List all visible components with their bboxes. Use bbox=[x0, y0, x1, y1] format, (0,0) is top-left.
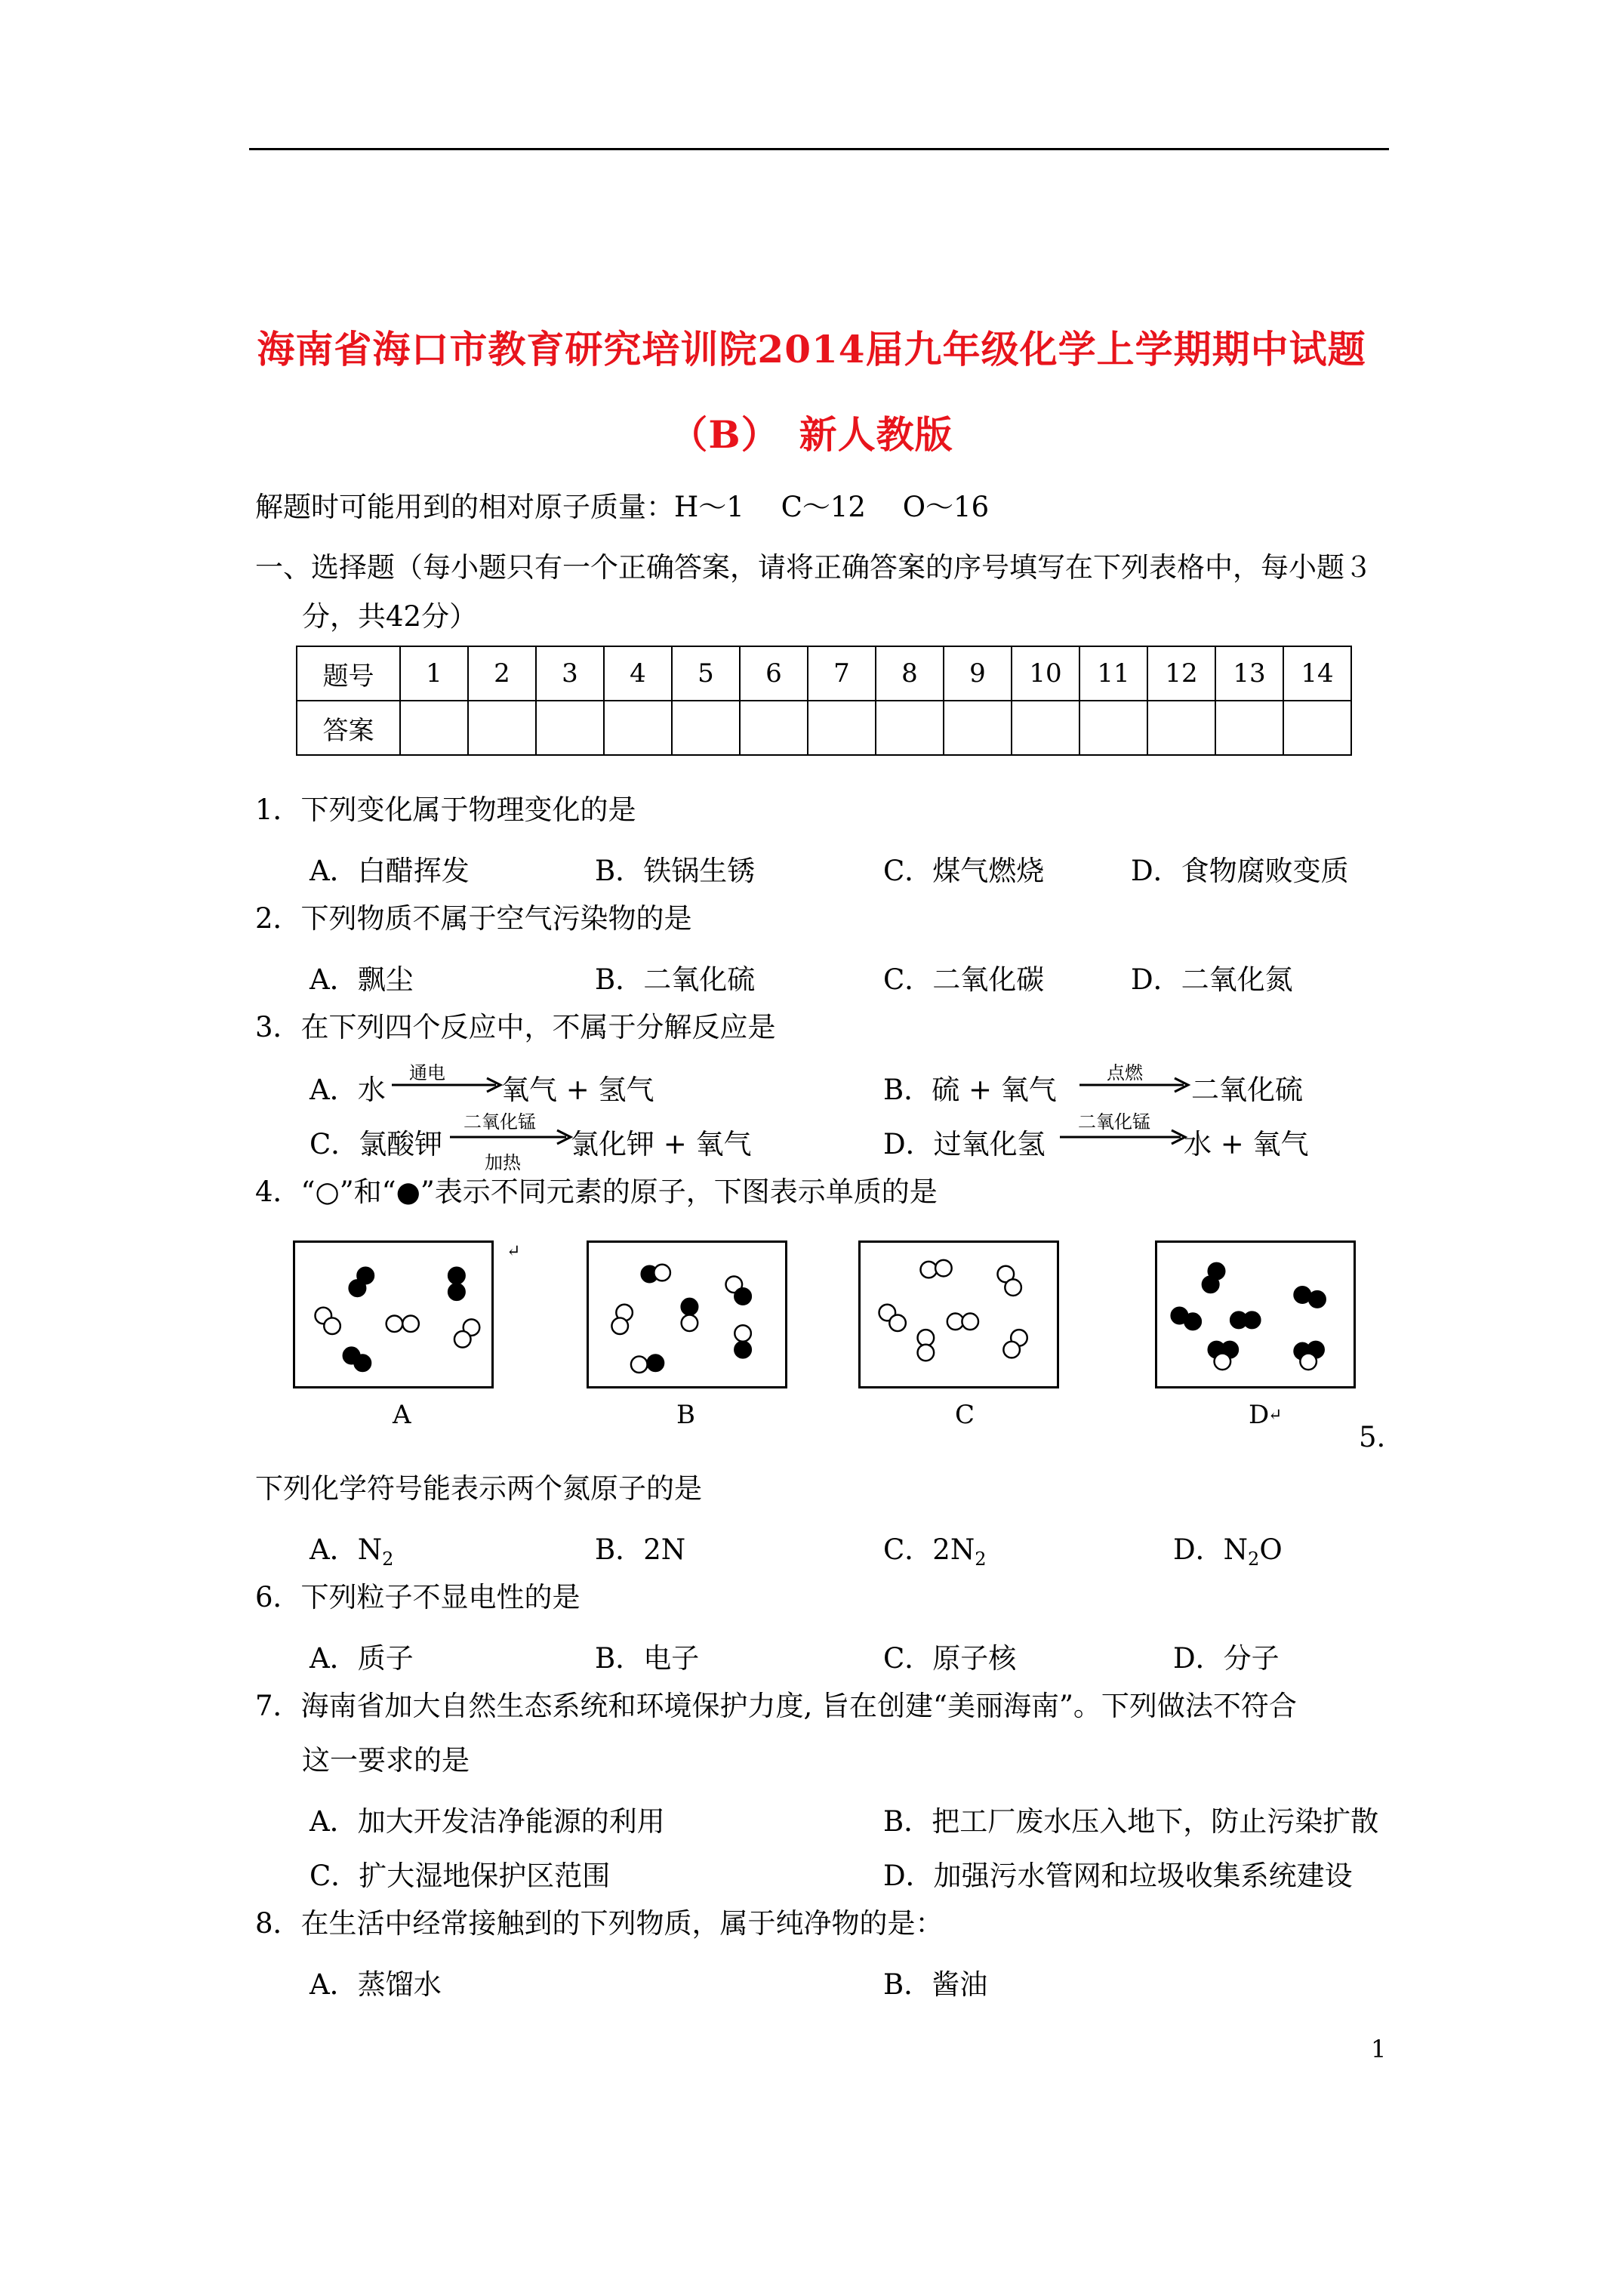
molecule-label-d: D bbox=[1249, 1400, 1270, 1430]
question-7-stem-line-1: 7．海南省加大自然生态系统和环境保护力度, 旨在创建“美丽海南”。下列做法不符合 bbox=[255, 1690, 1297, 1722]
molecule-diagram-b bbox=[587, 1240, 787, 1388]
table-number-cell: 9 bbox=[944, 646, 1012, 701]
question-7-option-c: C．扩大湿地保护区范围 bbox=[310, 1860, 611, 1892]
table-number-cell: 13 bbox=[1215, 646, 1283, 701]
question-6-option-a: A．质子 bbox=[310, 1642, 414, 1675]
question-3-option-d-product: 水 + 氧气 bbox=[1184, 1128, 1309, 1160]
question-4-stem: 4．“○”和“●”表示不同元素的原子，下图表示单质的是 bbox=[255, 1176, 938, 1208]
subscript: 2 bbox=[382, 1549, 394, 1570]
reaction-arrow-icon bbox=[390, 1076, 504, 1094]
table-number-cell: 6 bbox=[740, 646, 808, 701]
question-6-option-b: B．电子 bbox=[595, 1642, 700, 1675]
question-8-option-a: A．蒸馏水 bbox=[310, 1968, 442, 2001]
section-1-line-2: 分，共42分） bbox=[302, 600, 478, 633]
return-mark-icon: ↵ bbox=[507, 1242, 521, 1261]
answer-cell[interactable] bbox=[400, 701, 468, 755]
title-line-2: （B） 新人教版 bbox=[670, 412, 953, 457]
table-number-cell: 2 bbox=[468, 646, 536, 701]
answer-cell[interactable] bbox=[740, 701, 808, 755]
question-6-stem: 6．下列粒子不显电性的是 bbox=[255, 1581, 581, 1613]
page-number: 1 bbox=[1371, 2035, 1387, 2063]
answer-cell[interactable] bbox=[672, 701, 740, 755]
question-1-stem: 1．下列变化属于物理变化的是 bbox=[255, 794, 636, 826]
answer-cell[interactable] bbox=[808, 701, 876, 755]
question-2-option-b: B．二氧化硫 bbox=[595, 963, 756, 996]
question-7-stem-line-2: 这一要求的是 bbox=[302, 1744, 470, 1777]
answer-cell[interactable] bbox=[1012, 701, 1079, 755]
question-5-option-c-text: C．2N bbox=[883, 1533, 975, 1566]
answer-cell[interactable] bbox=[536, 701, 604, 755]
table-number-cell: 5 bbox=[672, 646, 740, 701]
question-6-option-c: C．原子核 bbox=[883, 1642, 1017, 1675]
table-number-cell: 12 bbox=[1147, 646, 1215, 701]
question-3-option-a-reactant: A．水 bbox=[310, 1074, 386, 1106]
question-3-option-c-condition-top: 二氧化锰 bbox=[463, 1111, 536, 1133]
molecule-diagram-c bbox=[858, 1240, 1059, 1388]
question-5-option-d-suffix: O bbox=[1259, 1533, 1283, 1566]
section-1-line-1: 一、选择题（每小题只有一个正确答案，请将正确答案的序号填写在下列表格中，每小题３ bbox=[255, 551, 1372, 584]
question-1-option-b: B．铁锅生锈 bbox=[595, 855, 756, 887]
question-1-option-a: A．白醋挥发 bbox=[310, 855, 470, 887]
question-3-option-b-condition: 点燃 bbox=[1107, 1062, 1143, 1083]
title-line-1: 海南省海口市教育研究培训院2014届九年级化学上学期期中试题 bbox=[257, 327, 1366, 371]
question-1-option-c: C．煤气燃烧 bbox=[883, 855, 1045, 887]
reaction-arrow-icon bbox=[448, 1128, 574, 1146]
question-2-option-a: A．飘尘 bbox=[310, 963, 414, 996]
question-7-option-b: B．把工厂废水压入地下，防止污染扩散 bbox=[883, 1805, 1379, 1838]
molecule-diagram-d bbox=[1155, 1240, 1356, 1388]
table-number-cell: 1 bbox=[400, 646, 468, 701]
reaction-arrow-icon bbox=[1058, 1128, 1188, 1146]
table-number-cell: 8 bbox=[876, 646, 944, 701]
table-number-cell: 3 bbox=[536, 646, 604, 701]
question-3-option-b-product: 二氧化硫 bbox=[1191, 1074, 1303, 1106]
question-5-option-b: B．2N bbox=[595, 1533, 686, 1566]
answer-cell[interactable] bbox=[468, 701, 536, 755]
answer-cell[interactable] bbox=[604, 701, 672, 755]
table-number-cell: 4 bbox=[604, 646, 672, 701]
question-2-stem: 2．下列物质不属于空气污染物的是 bbox=[255, 902, 692, 935]
question-5-stem: 下列化学符号能表示两个氮原子的是 bbox=[255, 1472, 702, 1505]
question-2-option-d: D．二氧化氮 bbox=[1131, 963, 1293, 996]
table-header-label: 题号 bbox=[297, 646, 400, 701]
molecule-label-b: B bbox=[676, 1400, 695, 1430]
question-5-option-d-text: D．N bbox=[1173, 1533, 1249, 1566]
question-3-option-b-reactant: B．硫 + 氧气 bbox=[883, 1074, 1057, 1106]
answer-table-header-row bbox=[297, 646, 1351, 701]
answer-table-answer-row bbox=[297, 701, 1351, 755]
answer-cell[interactable] bbox=[876, 701, 944, 755]
subscript: 2 bbox=[1248, 1549, 1260, 1570]
answer-cell[interactable] bbox=[1283, 701, 1351, 755]
question-2-option-c: C．二氧化碳 bbox=[883, 963, 1045, 996]
question-3-option-c-condition-bottom: 加热 bbox=[485, 1152, 521, 1173]
table-number-cell: 11 bbox=[1079, 646, 1147, 701]
atomic-mass-note: 解题时可能用到的相对原子质量：H～1 C～12 O～16 bbox=[255, 491, 990, 523]
question-8-stem: 8．在生活中经常接触到的下列物质，属于纯净物的是： bbox=[255, 1907, 944, 1940]
table-answer-label: 答案 bbox=[297, 701, 400, 755]
question-5-option-c bbox=[883, 1527, 987, 1570]
answer-cell[interactable] bbox=[1147, 701, 1215, 755]
header-rule bbox=[249, 148, 1389, 150]
question-3-option-c-product: 氯化钾 + 氧气 bbox=[571, 1128, 752, 1160]
answer-cell[interactable] bbox=[1215, 701, 1283, 755]
question-1-option-d: D．食物腐败变质 bbox=[1131, 855, 1349, 887]
subscript: 2 bbox=[975, 1549, 987, 1570]
table-number-cell: 7 bbox=[808, 646, 876, 701]
question-5-number: 5. bbox=[1359, 1421, 1386, 1453]
question-3-stem: 3．在下列四个反应中，不属于分解反应是 bbox=[255, 1011, 776, 1043]
question-8-option-b: B．酱油 bbox=[883, 1968, 988, 2001]
question-5-option-a-text: A．N bbox=[310, 1533, 383, 1566]
question-7-option-d: D．加强污水管网和垃圾收集系统建设 bbox=[883, 1860, 1353, 1892]
table-number-cell: 10 bbox=[1012, 646, 1079, 701]
question-7-option-a: A．加大开发洁净能源的利用 bbox=[310, 1805, 665, 1838]
question-3-option-c-reactant: C．氯酸钾 bbox=[310, 1128, 443, 1160]
molecule-diagram-a bbox=[293, 1240, 494, 1388]
question-5-option-d bbox=[1173, 1527, 1283, 1570]
question-5-option-a bbox=[310, 1527, 393, 1570]
molecule-label-a: A bbox=[393, 1400, 411, 1430]
answer-cell[interactable] bbox=[1079, 701, 1147, 755]
question-3-option-d-reactant: D．过氧化氢 bbox=[883, 1128, 1046, 1160]
return-mark-icon: ↵ bbox=[1268, 1406, 1283, 1425]
reaction-arrow-icon bbox=[1078, 1076, 1191, 1094]
question-6-option-d: D．分子 bbox=[1173, 1642, 1280, 1675]
question-3-option-a-product: 氧气 + 氢气 bbox=[501, 1074, 654, 1106]
molecule-label-c: C bbox=[955, 1400, 975, 1430]
answer-cell[interactable] bbox=[944, 701, 1012, 755]
table-number-cell: 14 bbox=[1283, 646, 1351, 701]
question-3-option-a-condition: 通电 bbox=[409, 1062, 445, 1083]
question-3-option-d-condition: 二氧化锰 bbox=[1078, 1111, 1150, 1133]
answer-table bbox=[296, 646, 1352, 756]
